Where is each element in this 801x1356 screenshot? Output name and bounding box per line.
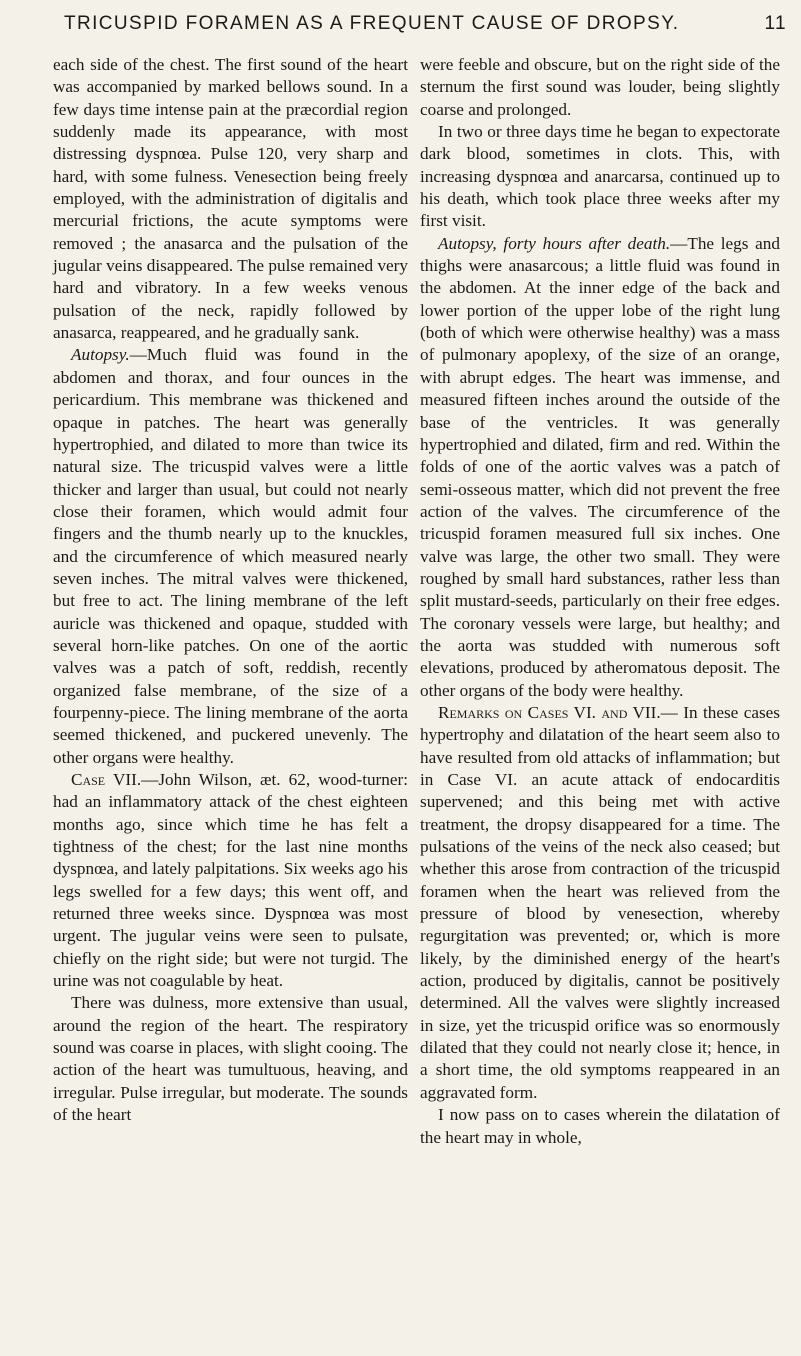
autopsy-text: —Much fluid was found in the abdomen and thorax, and four ounces in the pericardium. This membrane was thickened and opaque in patches. The heart was generally hypertrophied, and dilated to more than twice its natural size. The tricuspid valves were a little thicker and larger than usual, but could not nearly close their foramen, which would admit four fingers and the thumb nearly up to the knuckles, and the circumference of which measured nearly seven inches. The mitral valves were thickened, but free to act. The lining membrane of the left auricle was thickened and opaque, studded with several horn-like patches. On one of the aortic valves was a patch of soft, reddish, recently organized false membrane, of the size of a fourpenny-piece. The lining membrane of the aorta seemed thickened, and puckered unevenly. The other organs were healthy. — [53, 345, 408, 767]
paragraph-remarks — [420, 702, 780, 1104]
autopsy-forty-hours-text: —The legs and thighs were anasarcous; a little fluid was found in the abdomen. At the inner edge of the back and lower portion of the upper lobe of the right lung (both of which were otherwise healthy) was a mass of pulmonary apoplexy, of the size of an orange, with abrupt edges. The heart was immense, and measured fifteen inches around the outside of the base of the ventricles. It was generally hypertrophied and dilated, firm and red. Within the folds of one of the aortic valves was a patch of semi-osseous matter, which did not prevent the free action of the valves. The circumference of the tricuspid foramen measured full six inches. One valve was large, the other two small. They were roughed by small hard substances, rather less than split mustard-seeds, particularly on their free edges. The coronary vessels were large, but healthy; and the aorta was studded with numerous soft elevations, produced by atheromatous deposit. The other organs of the body were healthy. — [420, 233, 780, 700]
paragraph-autopsy-case-vii — [420, 233, 780, 702]
case-vii-text: —John Wilson, æt. 62, wood-turner: had an inflammatory attack of the chest eighteen months ago, since which time he has felt a tightness of the chest; for the last nine months dyspnœa, and lately palpitations. Six weeks ago his legs swelled for a few days; this went off, and returned three weeks since. Dyspnœa was most urgent. The jugular veins were seen to pulsate, chiefly on the right side; but were not turgid. The urine was not coagulable by heat. — [53, 770, 409, 991]
paragraph-autopsy-case-vi — [53, 344, 408, 769]
running-title: TRICUSPID FORAMEN AS A FREQUENT CAUSE OF DROPSY. — [64, 13, 680, 34]
paragraph-continued: each side of the chest. The first sound of the heart was accompanied by marked bellows sound. In a few days time intense pain at the præcordial region suddenly made its appearance, with most distressing dyspnœa. Pulse 120, very sharp and hard, with some fulness. Venesection being freely employed, with the administration of digitalis and mercurial frictions, the acute symptoms were removed ; the anasarca and the pulsation of the jugular veins disappeared. The pulse remained very hard and vibratory. In a few weeks venous pulsation of the neck, rapidly followed by anasarca, reappeared, and he gradually sank. — [53, 55, 408, 343]
autopsy-heading: Autopsy. — [71, 345, 130, 365]
page-number: 11 — [764, 13, 787, 34]
paragraph-continued-right: were feeble and obscure, but on the right side of the sternum the first sound was louder, being slightly coarse and prolonged. — [420, 55, 780, 119]
remarks-heading: Remarks on Cases VI. and VII. — [438, 702, 661, 722]
autopsy-forty-hours-heading: Autopsy, forty hours after death. — [438, 233, 671, 253]
running-head — [60, 6, 787, 42]
paragraph-case-vii — [53, 769, 408, 992]
paragraph-expectorate: In two or three days time he began to expectorate dark blood, sometimes in clots. This, with increasing dyspnœa and anarcarsa, continued up to his death, which took place three weeks after my first visit. — [420, 122, 780, 231]
right-column — [420, 54, 780, 1149]
paragraph-closing: I now pass on to cases wherein the dilatation of the heart may in whole, — [420, 1105, 780, 1147]
paragraph-dulness: There was dulness, more extensive than usual, around the region of the heart. The respiratory sound was coarse in places, with slight cooing. The action of the heart was tumultuous, heaving, and irregular. Pulse irregular, but moderate. The sounds of the heart — [53, 993, 408, 1125]
case-vii-heading: Case VII. — [71, 770, 142, 789]
left-column — [53, 54, 408, 1127]
remarks-text: — In these cases hypertrophy and dilatation of the heart seem also to have resulted from old attacks of inflammation; but in Case VI. an acute attack of endocarditis supervened; and this being met with active treatment, the dropsy disappeared for a time. The pulsations of the veins of the neck also ceased; but whether this arose from contraction of the tricuspid foramen when the heart was relieved from the pressure of blood by venesection, whereby regurgitation was prevented; or, which is more likely, by the diminished energy of the heart's action, produced by digitalis, cannot be positively determined. All the valves were slightly increased in size, yet the tricuspid orifice was so enormously dilated that they could not nearly close it; hence, in a short time, the old symptoms reappeared in an aggravated form. — [420, 702, 780, 1102]
